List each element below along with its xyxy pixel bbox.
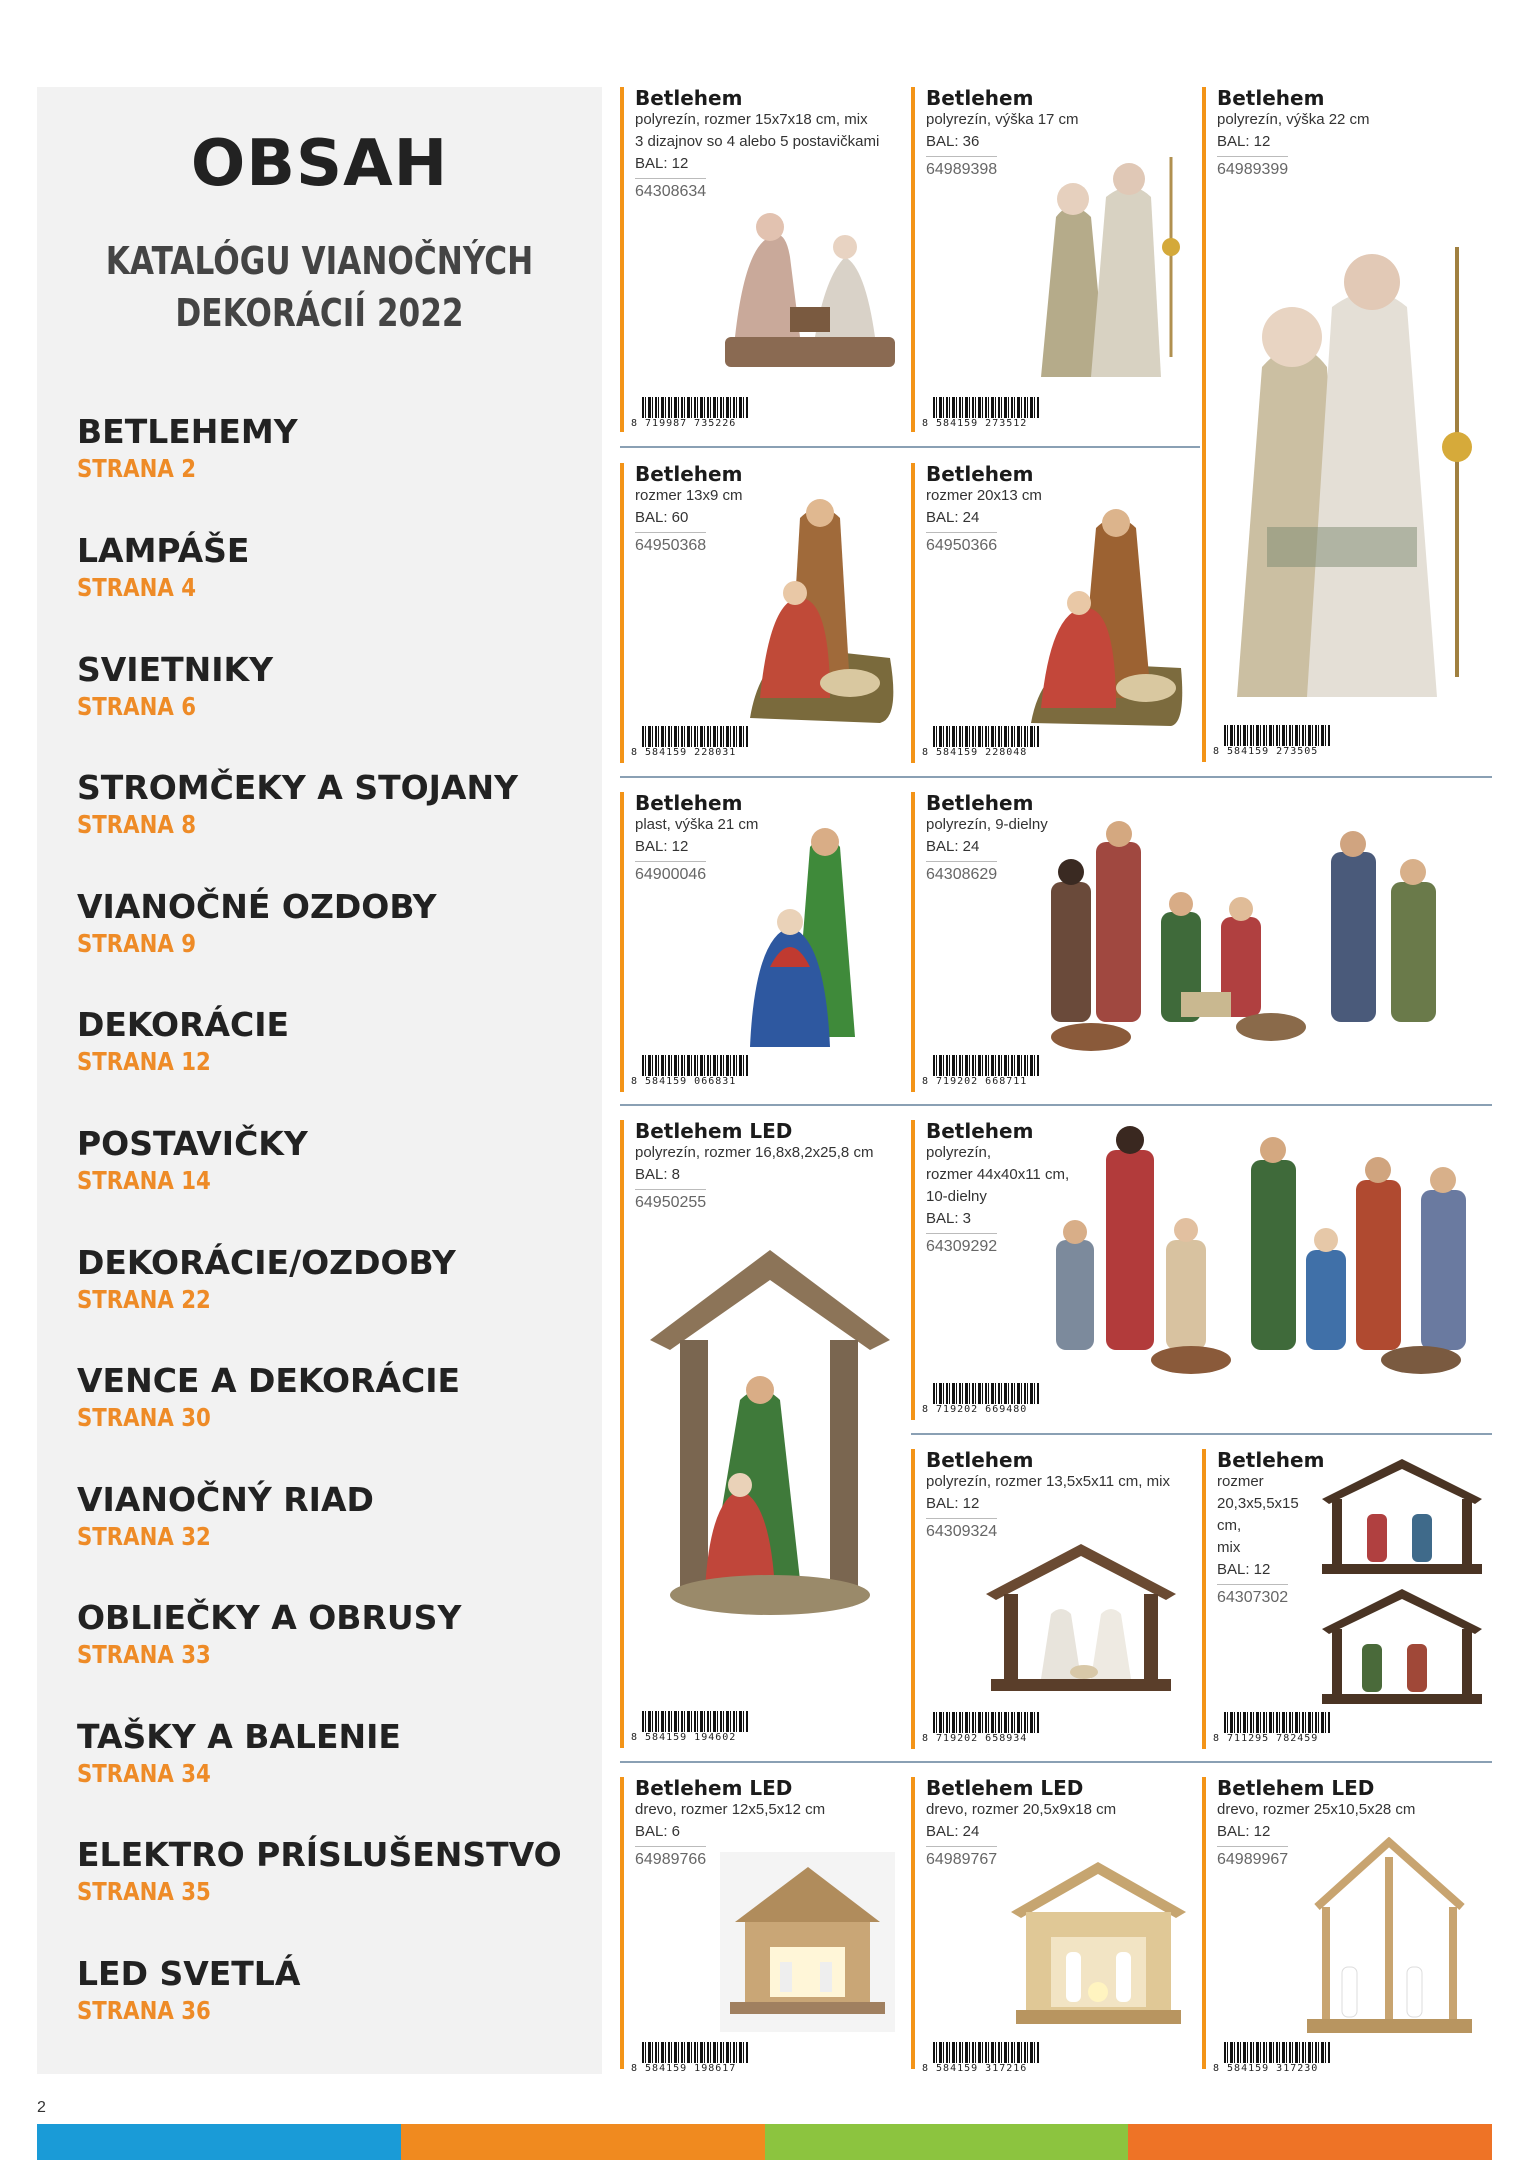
toc-entry-page: STRANA 22 [77, 1285, 211, 1314]
barcode [921, 726, 1041, 758]
toc-entry-svietniky[interactable] [77, 650, 273, 721]
toc-entry-name: VENCE A DEKORÁCIE [77, 1361, 461, 1400]
product-name: Betlehem [1217, 1448, 1325, 1472]
product-pack-size: BAL: 6 [635, 1823, 681, 1840]
product-name: Betlehem [926, 791, 1034, 815]
barcode [630, 2042, 750, 2074]
product-description: polyrezín, [926, 1144, 992, 1161]
barcode [630, 1055, 750, 1087]
product-code: 64950255 [635, 1189, 706, 1214]
toc-entry-name: LED SVETLÁ [77, 1954, 301, 1993]
toc-entry-page: STRANA 12 [77, 1047, 211, 1076]
product-code: 64950368 [635, 532, 706, 557]
barcode [630, 397, 750, 429]
product-description: plast, výška 21 cm [635, 816, 759, 833]
toc-entry-page: STRANA 4 [77, 573, 197, 602]
barcode-bars [642, 1711, 748, 1733]
barcode-bars [642, 1055, 748, 1077]
barcode-bars [1224, 2042, 1330, 2064]
accent-bar [620, 792, 624, 1092]
barcode-bars [933, 1712, 1039, 1734]
product-name: Betlehem [635, 86, 743, 110]
toc-entry-lampase[interactable] [77, 531, 249, 602]
product-description: mix [1217, 1539, 1241, 1556]
product-description: rozmer 13x9 cm [635, 487, 743, 504]
product-pack-size: BAL: 12 [1217, 1823, 1271, 1840]
accent-bar [620, 87, 624, 432]
toc-entry-postavicky[interactable] [77, 1124, 308, 1195]
product-card[interactable] [911, 792, 1491, 1097]
product-code: 64307302 [1217, 1584, 1288, 1609]
toc-entry-name: LAMPÁŠE [77, 531, 250, 570]
product-name: Betlehem LED [635, 1776, 793, 1800]
barcode-bars [1224, 1712, 1330, 1734]
product-code: 64989767 [926, 1846, 997, 1871]
product-card[interactable] [620, 792, 910, 1097]
toc-entry-page: STRANA 30 [77, 1403, 211, 1432]
stable-nativity-image [986, 1544, 1176, 1694]
toc-entry-page: STRANA 33 [77, 1640, 211, 1669]
toc-entry-tasky[interactable] [77, 1717, 401, 1788]
product-pack-size: BAL: 3 [926, 1210, 972, 1227]
product-name: Betlehem LED [1217, 1776, 1375, 1800]
wooden-led-nativity-image [1297, 1837, 1482, 2037]
toc-entry-vence[interactable] [77, 1361, 460, 1432]
product-name: Betlehem [635, 791, 743, 815]
product-card[interactable] [911, 1120, 1491, 1425]
product-name: Betlehem LED [635, 1119, 793, 1143]
barcode [921, 1383, 1041, 1415]
holy-family-figurine-image [1011, 137, 1191, 387]
accent-bar [911, 1449, 915, 1749]
stable-nativity-image [1317, 1459, 1487, 1709]
barcode-digits: 8 584159 317230 [1212, 2063, 1332, 2074]
stripe-blue [37, 2124, 401, 2160]
product-description: rozmer 44x40x11 cm, [926, 1166, 1070, 1183]
toc-entry-page: STRANA 9 [77, 929, 197, 958]
product-code: 64989398 [926, 156, 997, 181]
product-info [1217, 87, 1477, 181]
nativity-set-image [1041, 812, 1481, 1062]
product-code: 64989766 [635, 1846, 706, 1871]
product-name: Betlehem [926, 86, 1034, 110]
product-description: rozmer [1217, 1473, 1264, 1490]
barcode-digits: 8 584159 066831 [630, 1076, 750, 1087]
toc-entry-name: VIANOČNÉ OZDOBY [77, 887, 437, 926]
accent-bar [620, 1120, 624, 1748]
barcode [630, 1711, 750, 1743]
product-pack-size: BAL: 60 [635, 509, 689, 526]
barcode-digits: 8 719202 668711 [921, 1076, 1041, 1087]
barcode-bars [933, 1055, 1039, 1077]
product-code: 64989399 [1217, 156, 1288, 181]
toc-subtitle-line-2: DEKORÁCIÍ 2022 [175, 291, 464, 335]
product-pack-size: BAL: 12 [1217, 133, 1271, 150]
barcode [1212, 2042, 1332, 2074]
barcode-digits: 8 584159 198617 [630, 2063, 750, 2074]
product-code: 64989967 [1217, 1846, 1288, 1871]
product-card[interactable] [911, 1449, 1201, 1754]
barcode-bars [933, 397, 1039, 419]
accent-bar [620, 1777, 624, 2069]
product-code: 64308634 [635, 178, 706, 203]
toc-entry-page: STRANA 32 [77, 1522, 211, 1551]
barcode-bars [933, 1383, 1039, 1405]
barcode-bars [933, 726, 1039, 748]
barcode-bars [642, 2042, 748, 2064]
product-description: polyrezín, rozmer 13,5x5x11 cm, mix [926, 1473, 1170, 1490]
barcode [921, 2042, 1041, 2074]
product-name: Betlehem [926, 1448, 1034, 1472]
product-name: Betlehem [1217, 86, 1325, 110]
toc-entry-page: STRANA 8 [77, 810, 197, 839]
product-code: 64309292 [926, 1233, 997, 1258]
product-code: 64308629 [926, 861, 997, 886]
nativity-figurine-image [715, 187, 905, 377]
barcode-digits: 8 584159 228048 [921, 747, 1041, 758]
barcode-bars [1224, 725, 1330, 747]
barcode-digits: 8 584159 194602 [630, 1732, 750, 1743]
product-card[interactable] [911, 463, 1201, 768]
product-description: rozmer 20x13 cm [926, 487, 1042, 504]
accent-bar [911, 87, 915, 432]
toc-entry-name: POSTAVIČKY [77, 1124, 308, 1163]
nativity-figurine-image [1021, 498, 1191, 728]
toc-entry-stromceky[interactable] [77, 768, 518, 839]
accent-bar [911, 1777, 915, 2069]
product-info [926, 1449, 1186, 1543]
toc-entry-name: BETLEHEMY [77, 412, 298, 451]
barcode [630, 726, 750, 758]
wooden-led-nativity-image [1006, 1852, 1191, 2032]
stripe-dark-orange [1128, 2124, 1492, 2160]
product-description: polyrezín, výška 22 cm [1217, 111, 1370, 128]
product-name: Betlehem [926, 1119, 1034, 1143]
row-divider [620, 1761, 1492, 1763]
barcode-digits: 8 584159 273505 [1212, 746, 1332, 757]
product-card[interactable] [1202, 1449, 1492, 1754]
product-card[interactable] [1202, 87, 1492, 767]
product-description: 20,3x5,5x15 cm, [1217, 1495, 1299, 1534]
toc-entry-obliecky[interactable] [77, 1598, 461, 1669]
barcode-digits: 8 584159 317216 [921, 2063, 1041, 2074]
product-info [635, 87, 895, 203]
toc-title: OBSAH [190, 127, 449, 201]
product-description: polyrezín, výška 17 cm [926, 111, 1079, 128]
accent-bar [1202, 1449, 1206, 1749]
product-card[interactable] [620, 463, 910, 768]
product-description: polyrezín, 9-dielny [926, 816, 1048, 833]
barcode [1212, 725, 1332, 757]
barcode-digits: 8 719987 735226 [630, 418, 750, 429]
toc-subtitle-line-1: KATALÓGU VIANOČNÝCH [105, 239, 534, 283]
product-description: 10-dielny [926, 1188, 987, 1205]
product-info [1217, 1449, 1327, 1609]
product-card[interactable] [911, 87, 1201, 437]
product-pack-size: BAL: 12 [635, 838, 689, 855]
barcode-bars [642, 726, 748, 748]
product-description: 3 dizajnov so 4 alebo 5 postavičkami [635, 133, 880, 150]
wooden-led-nativity-image [720, 1852, 895, 2032]
toc-entry-page: STRANA 35 [77, 1877, 211, 1906]
row-divider [911, 1433, 1492, 1435]
product-pack-size: BAL: 36 [926, 133, 980, 150]
toc-entry-vianocne-ozdoby[interactable] [77, 887, 437, 958]
product-card[interactable] [620, 1120, 910, 1753]
barcode-digits: 8 719202 658934 [921, 1733, 1041, 1744]
toc-entry-page: STRANA 34 [77, 1759, 211, 1788]
toc-entry-name: STROMČEKY A STOJANY [77, 768, 518, 807]
barcode [921, 1712, 1041, 1744]
product-pack-size: BAL: 24 [926, 1823, 980, 1840]
accent-bar [1202, 1777, 1206, 2069]
barcode-bars [933, 2042, 1039, 2064]
product-code: 64900046 [635, 861, 706, 886]
product-pack-size: BAL: 12 [1217, 1561, 1271, 1578]
stripe-green [765, 2124, 1129, 2160]
product-description: polyrezín, rozmer 15x7x18 cm, mix [635, 111, 868, 128]
stripe-orange [401, 2124, 765, 2160]
toc-entry-elektro[interactable] [77, 1835, 562, 1906]
toc-entry-name: DEKORÁCIE [77, 1005, 290, 1044]
color-stripe-footer [37, 2124, 1492, 2160]
toc-entry-dekoracie[interactable] [77, 1005, 289, 1076]
product-code: 64950366 [926, 532, 997, 557]
page-number: 2 [37, 2099, 46, 2116]
product-description: drevo, rozmer 25x10,5x28 cm [1217, 1801, 1416, 1818]
barcode-digits: 8 719202 669480 [921, 1404, 1041, 1415]
product-code: 64309324 [926, 1518, 997, 1543]
accent-bar [911, 792, 915, 1092]
product-description: drevo, rozmer 20,5x9x18 cm [926, 1801, 1117, 1818]
product-description: drevo, rozmer 12x5,5x12 cm [635, 1801, 826, 1818]
product-card[interactable] [1202, 1777, 1492, 2074]
accent-bar [620, 463, 624, 763]
holy-family-figurine-image [1207, 207, 1487, 707]
barcode-digits: 8 584159 273512 [921, 418, 1041, 429]
table-of-contents-panel [37, 87, 602, 2074]
product-name: Betlehem LED [926, 1776, 1084, 1800]
toc-subtitle [88, 235, 551, 339]
row-divider [620, 1104, 1492, 1106]
toc-entry-name: OBLIEČKY A OBRUSY [77, 1598, 462, 1637]
toc-entry-led-svetla[interactable] [77, 1954, 300, 2025]
product-pack-size: BAL: 24 [926, 838, 980, 855]
product-pack-size: BAL: 12 [635, 155, 689, 172]
row-divider [620, 446, 1200, 448]
barcode [921, 397, 1041, 429]
row-divider [620, 776, 1492, 778]
product-pack-size: BAL: 8 [635, 1166, 681, 1183]
nativity-figurine-image [745, 817, 895, 1057]
toc-entry-name: VIANOČNÝ RIAD [77, 1480, 374, 1519]
nativity-figurine-image [740, 488, 900, 728]
accent-bar [1202, 87, 1206, 762]
product-card[interactable] [911, 1777, 1201, 2074]
product-name: Betlehem [635, 462, 743, 486]
product-card[interactable] [620, 87, 910, 437]
barcode-digits: 8 584159 228031 [630, 747, 750, 758]
product-info [635, 1120, 895, 1214]
toc-entry-page: STRANA 2 [77, 454, 197, 483]
barcode-digits: 8 711295 782459 [1212, 1733, 1332, 1744]
barcode [921, 1055, 1041, 1087]
toc-entry-page: STRANA 6 [77, 692, 197, 721]
accent-bar [911, 1120, 915, 1420]
toc-entry-name: SVIETNIKY [77, 650, 274, 689]
toc-entry-name: TAŠKY A BALENIE [77, 1717, 401, 1756]
nativity-set-image [1051, 1120, 1486, 1380]
led-nativity-image [650, 1250, 890, 1630]
barcode [1212, 1712, 1332, 1744]
product-name: Betlehem [926, 462, 1034, 486]
product-card[interactable] [620, 1777, 910, 2074]
toc-entry-vianocny-riad[interactable] [77, 1480, 374, 1551]
toc-entry-dekoracie-ozdoby[interactable] [77, 1243, 456, 1314]
product-pack-size: BAL: 12 [926, 1495, 980, 1512]
toc-entry-name: ELEKTRO PRÍSLUŠENSTVO [77, 1835, 562, 1874]
toc-entry-betlehemy[interactable] [77, 412, 298, 483]
accent-bar [911, 463, 915, 763]
toc-entry-page: STRANA 36 [77, 1996, 211, 2025]
barcode-bars [642, 397, 748, 419]
product-description: polyrezín, rozmer 16,8x8,2x25,8 cm [635, 1144, 874, 1161]
toc-entry-name: DEKORÁCIE/OZDOBY [77, 1243, 456, 1282]
toc-entry-page: STRANA 14 [77, 1166, 211, 1195]
product-pack-size: BAL: 24 [926, 509, 980, 526]
